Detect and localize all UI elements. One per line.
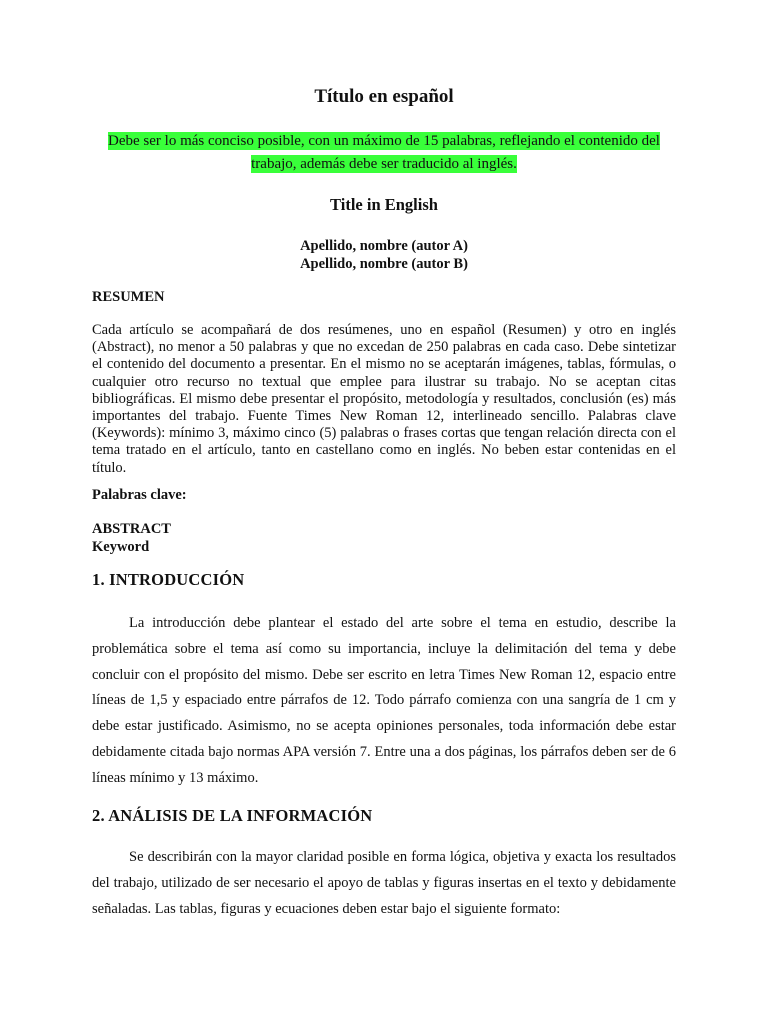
title-instructions xyxy=(96,130,672,176)
section-analysis-heading: 2. ANÁLISIS DE LA INFORMACIÓN xyxy=(92,806,373,825)
highlighted-instructions: Debe ser lo más conciso posible, con un máximo de 15 palabras, reflejando el contenido del trabajo, además debe ser traducido al inglés. xyxy=(108,133,660,172)
authors-block xyxy=(0,237,768,273)
section-introduction-heading: 1. INTRODUCCIÓN xyxy=(92,570,245,589)
section-analysis-text: Se describirán con la mayor claridad posible en forma lógica, objetiva y exacta los resultados del trabajo, utilizado de ser necesario el apoyo de tablas y figuras insertas en el texto y debidamente señaladas. Las tablas, figuras y ecuaciones deben estar bajo el siguiente formato: xyxy=(92,849,676,917)
author-a: Apellido, nombre (autor A) xyxy=(300,238,468,254)
title-spanish: Título en español xyxy=(314,86,454,107)
section-introduction-text: La introducción debe plantear el estado del arte sobre el tema en estudio, describe la problemática sobre el tema así como su importancia, incluye la delimitación del tema y debe concluir con el propósito del mismo. Debe ser escrito en letra Times New Roman 12, espacio entre líneas de 1,5 y espaciado entre párrafos de 12. Todo párrafo comienza con una sangría de 1 cm y debe estar justificado. Asimismo, no se acepta opiniones personales, toda información debe estar debidamente citada bajo normas APA versión 7. Entre una a dos páginas, los párrafos deben ser de 6 líneas mínimo y 13 máximo. xyxy=(92,615,676,786)
keyword-label: Keyword xyxy=(92,539,150,555)
resumen-text: Cada artículo se acompañará de dos resúmenes, uno en español (Resumen) y otro en inglés (Abstract), no menor a 50 palabras y que no excedan de 250 palabras en cada caso. Debe sintetizar el contenido del documento a presentar. En el mismo no se aceptarán imágenes, tablas, fórmulas, o cualquier otro recurso no textual que emplee para ilustrar su trabajo. No se aceptan citas bibliográficas. El mismo debe presentar el propósito, metodología y resultados, conclusión (es) más importantes del trabajo. Fuente Times New Roman 12, interlineado sencillo. Palabras clave (Keywords): mínimo 3, máximo cinco (5) palabras o frases cortas que tengan relación directa con el tema tratado en el artículo, tanto en castellano como en inglés. No beben estar contenidas en el título. xyxy=(92,322,676,476)
title-english: Title in English xyxy=(330,195,438,214)
keywords-label: Palabras clave: xyxy=(92,487,187,503)
abstract-block xyxy=(92,520,171,556)
abstract-heading: ABSTRACT xyxy=(92,521,171,537)
resumen-heading: RESUMEN xyxy=(92,289,165,305)
author-b: Apellido, nombre (autor B) xyxy=(300,256,468,272)
